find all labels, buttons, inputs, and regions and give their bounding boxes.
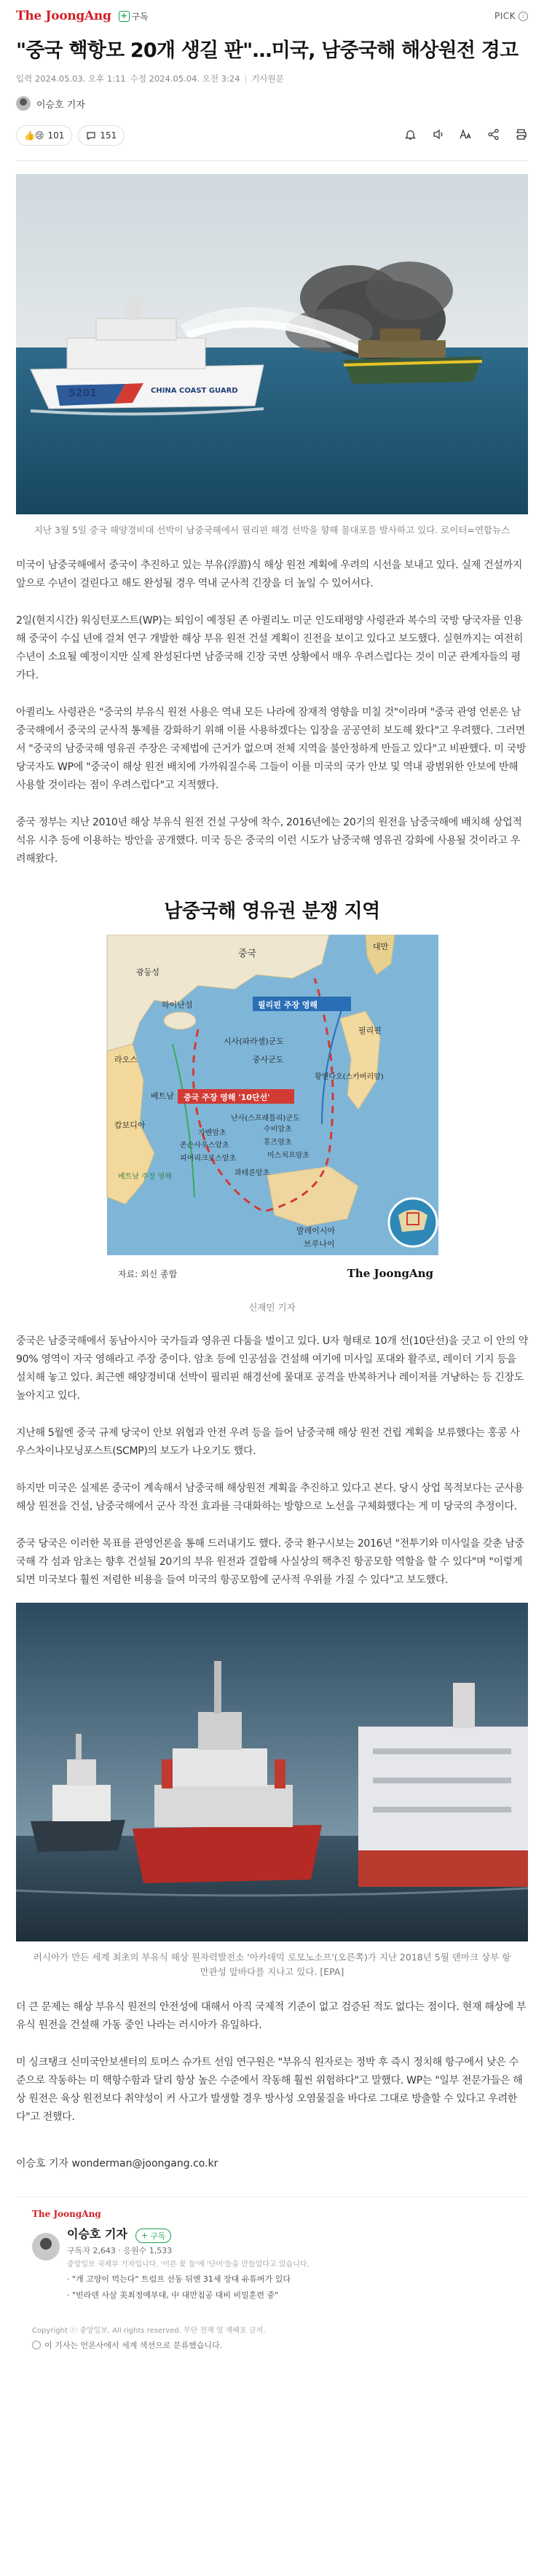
south-china-sea-map[interactable] — [16, 935, 528, 1255]
pick-badge[interactable] — [494, 11, 528, 21]
paragraph-3: 아퀼리노 사령관은 "중국의 부유식 원전 사용은 역내 모든 나라에 잠재적 영향을 미칠 것"이라며 "중국 관영 언론은 남중국해에서 중국의 군사적 통제를 강화하기 위해 이를 사용하겠다는 입장을 공공연히 보도해 왔다"고 우려했다. 그러면서 "중국의 남중국해 영유권 주장은 국제법에 근거가 없으며 전체 지역을 불안정하게 만들고 있다"고 비판했다. 미 국방 당국자도 WP에 "중국이 해상 원전 배치에 가까워질수록 그들이 이를 미국의 국가 안보 및 역내 광범위한 안보에 반해 사용할 것이라는 점이 우려스럽다"고 지적했다. — [16, 707, 527, 791]
label-china: 중국 — [238, 949, 257, 959]
reporter-card — [16, 2196, 528, 2312]
label-vietnam-claim: 베트남 주장 영해 — [118, 1173, 172, 1181]
label-scarborough: 황옌다오(스카버러암) — [315, 1073, 384, 1081]
coast-guard-photo[interactable] — [16, 174, 528, 514]
plus-icon: + — [119, 11, 130, 22]
reporter-card-avatar[interactable] — [32, 2233, 60, 2261]
paragraph-5: 중국은 남중국해에서 동남아시아 국가들과 영유권 다툼을 벌이고 있다. U자 형태로 10개 선(10단선)을 긋고 이 안의 약 90% 영역이 자국 영해라고 주장 중이다. 암초 등에 인공섬을 건설해 여기에 미사일 포대와 활주로, 레이더 기지 등을 설치해 놓고 있다. 최근엔 해양경비대 선박이 필리핀 해경선에 물대포 공격을 반복하거나 레이저를 겨냥하는 등 긴장도 높아지고 있다. — [16, 1335, 528, 1402]
reaction-count: 101 — [47, 130, 65, 141]
label-hughes: 휴즈암초 — [264, 1139, 292, 1147]
reporter-card-logo: The JoongAng — [32, 2209, 101, 2219]
dispute-map-graphic — [16, 890, 528, 1280]
paragraph-9: 더 큰 문제는 해상 부유식 원전의 안전성에 대해서 아직 국제적 기준이 없고 검증된 적도 없다는 점이다. 현재 해상에 부유식 원전을 건설해 가동 중인 나라는 러시아가 유일하다. — [16, 2001, 527, 2031]
label-fiery: 피어리크로스암초 — [180, 1155, 237, 1163]
label-taiwan: 대만 — [373, 942, 389, 951]
listen-audio-icon[interactable] — [430, 128, 445, 144]
label-taiwan-claim: 필리핀 주장 영해 — [258, 1000, 318, 1010]
subscribe-label: 구독 — [131, 11, 149, 22]
ship-number: 5201 — [68, 388, 97, 399]
section-note-text: 이 기사는 언론사에서 세계 섹션으로 분류했습니다. — [44, 2340, 223, 2350]
photo2-caption: 러시아가 만든 세계 최초의 부유식 해상 원자력발전소 '아카데믹 로모노소프'(오른쪽)가 지난 2018년 5월 덴마크 상부 항만관성 앞바다를 지나고 있다. [EPA] — [33, 1952, 511, 1977]
comment-count: 151 — [100, 130, 117, 141]
label-vietnam: 베트남 — [151, 1091, 174, 1101]
reporter-desc: 중앙일보 국제부 기자입니다. '이른 꽃 들'에 '단어'들을 만들었다고 있습니다. — [67, 2260, 310, 2269]
reporter-article-link[interactable]: · "빈라덴 사살 美최정예부대, 中 대만침공 대비 비밀훈련 중" — [67, 2290, 279, 2300]
label-malaysia: 말레이시아 — [296, 1226, 336, 1236]
label-paracel: 시사(파라셀)군도 — [224, 1037, 284, 1046]
original-link[interactable]: 기사원문 — [251, 74, 284, 84]
paragraph-1: 미국이 남중국해에서 중국이 추진하고 있는 부유(浮游)식 해상 원전 계획에 우려의 시선을 보내고 있다. 실제 건설까지 앞으로 수년이 걸린다고 해도 완성될 경우 역내 군사적 긴장을 더 높일 수 있어서다. — [16, 559, 523, 589]
article-tools — [403, 128, 528, 144]
press-logo[interactable]: The JoongAng — [16, 9, 111, 23]
label-subi: 수비암초 — [264, 1126, 292, 1134]
section-note — [32, 2339, 512, 2351]
map-brand: The JoongAng — [347, 1267, 433, 1280]
map-footer — [118, 1267, 433, 1280]
comment-button[interactable] — [78, 125, 125, 146]
modified-date: 수정 2024.05.04. 오전 3:24 — [130, 74, 240, 84]
header-divider — [16, 160, 528, 161]
paragraph-10: 미 싱크탱크 신미국안보센터의 토머스 슈가트 선임 연구원은 "부유식 원자로는 정박 후 즉시 정치해 항구에서 낮은 수준으로 작동하는 미 핵항수함과 달리 항상 높은 수준에서 작동해 훨씬 위험하다"고 말했다. WP는 "일부 전문가들은 해상 원전은 육상 원전보다 취약성이 커 사고가 발생할 경우 방사성 오염물질을 바다로 그대로 방출할 수 있다고 우려한다"고 전했다. — [16, 2057, 523, 2123]
label-philippines: 필리핀 — [358, 1026, 382, 1035]
label-laos: 라오스 — [114, 1055, 138, 1064]
print-icon[interactable] — [513, 128, 528, 144]
published-date: 입력 2024.05.03. 오후 1:11 — [16, 74, 126, 84]
label-china-claim: 중국 주장 영해 '10단선' — [184, 1093, 270, 1102]
reporter-avatar — [16, 96, 31, 111]
reporter-card-info — [67, 2225, 310, 2269]
reporter-card-row — [32, 2225, 512, 2269]
label-mischief: 미스치프암초 — [267, 1152, 310, 1160]
article-meta — [16, 73, 528, 85]
label-gaven: 가벤암초 — [198, 1129, 226, 1137]
pick-label: PICK — [494, 11, 516, 21]
article-title: "중국 핵항모 20개 생길 판"…미국, 남중국해 해상원전 경고 — [16, 39, 519, 62]
map-source: 자료: 외신 종합 — [118, 1268, 178, 1279]
label-cambodia: 캄보디아 — [114, 1120, 146, 1130]
floating-plant-photo[interactable] — [16, 1603, 528, 1941]
label-spratly: 난사(스프래틀리)군도 — [231, 1115, 300, 1123]
reporter-signature: 이승호 기자 wonderman@joongang.co.kr — [16, 2158, 218, 2169]
label-brunei: 브루나이 — [304, 1239, 335, 1249]
photo1-caption: 지난 3월 5일 중국 해양경비대 선박이 남중국해에서 필리핀 해경 선박을 향해 물대포를 발사하고 있다. 로이터=연합뉴스 — [33, 525, 511, 535]
reporter-article-link[interactable]: · "개 고양이 먹는다" 트럼프 선동 뒤엔 31세 장대 유튜버가 있다 — [67, 2274, 291, 2284]
map-credit: 신재민 기자 — [248, 1302, 296, 1313]
comment-icon — [86, 130, 96, 141]
subscribe-bell-icon[interactable] — [403, 128, 417, 144]
reaction-group — [16, 125, 125, 146]
paragraph-7: 하지만 미국은 실제론 중국이 계속해서 남중국해 해상원전 계획을 추진하고 있다고 본다. 당시 상업 목적보다는 군사용 해상 원전을 건설, 남중국해에서 군사 작전 효과를 극대화하는 방향으로 노선을 구체화했다는 게 미 당국의 추정이다. — [16, 1483, 524, 1512]
map-title: 남중국해 영유권 분쟁 지역 — [164, 900, 380, 922]
copyright: Copyright ⓒ 중앙일보. All rights reserved. 무단 전재 및 재배포 금지. — [32, 2326, 266, 2335]
emoji-reaction-icon: 👍😢 — [24, 130, 44, 141]
meta-divider: | — [244, 74, 248, 84]
reporter-name: 이승호 기자 — [36, 99, 85, 111]
paragraph-8: 중국 당국은 이러한 목표를 관영언론을 통해 드러내기도 했다. 중국 환구시보는 2016년 "전투기와 미사일을 갖춘 남중국해 각 섬과 암초는 향후 건설될 20기의 부유 원전과 결합해 사실상의 핵추진 항공모함 역할을 할 수 있다"며 "이렇게 되면 미국보다 훨씬 저렴한 비용을 들여 미국의 항공모함에 군사적 우위를 가질 수 있다"고 보도했다. — [16, 1538, 524, 1586]
reporter-subscribe-button[interactable] — [135, 2229, 171, 2243]
reaction-button[interactable] — [16, 125, 72, 146]
action-bar — [16, 121, 528, 150]
share-icon[interactable] — [486, 128, 500, 144]
byline[interactable] — [16, 96, 528, 111]
reporter-subscribe-label: 구독 — [150, 2231, 166, 2241]
subscribe-button[interactable] — [119, 10, 149, 23]
top-bar — [0, 0, 544, 32]
reporter-stats: 구독자 2,643 · 응원수 1,533 — [67, 2245, 173, 2255]
reporter-card-name[interactable]: 이승호 기자 — [67, 2227, 127, 2241]
info-icon — [32, 2341, 41, 2349]
info-icon: i — [519, 12, 528, 21]
label-zhongsha: 중사군도 — [253, 1055, 284, 1064]
label-guangdong: 광둥성 — [136, 967, 159, 977]
label-hainan: 하이난섬 — [162, 1000, 193, 1010]
plus-icon: + — [141, 2231, 149, 2240]
paragraph-2: 2일(현지시간) 워싱턴포스트(WP)는 퇴임이 예정된 존 아퀼리노 미군 인도태평양 사령관과 복수의 국방 당국자를 인용해 중국이 수십 년에 걸쳐 연구 개발한 해상 부유 원전 건설 계획이 진전을 보이고 있다고 보도했다. 실현까지는 여전히 수년이 소요될 예정이지만 실제 완성된다면 남중국해 긴장 국면 상황에서 매우 우려스럽다는 것이 미군 관계자들의 평가다. — [16, 615, 524, 681]
text-size-icon[interactable] — [458, 128, 473, 144]
paragraph-4: 중국 정부는 지난 2010년 해상 부유식 원전 건설 구상에 착수, 2016년에는 20기의 원전을 남중국해에 배치해 상업적 석유 시추 등에 이용하는 방안을 공개했다. 미국 등은 중국의 이런 시도가 남중국해 영유권 강화에 사용될 것이라고 우려해왔다. — [16, 817, 522, 865]
label-johnson: 존슨사우스암초 — [180, 1142, 229, 1150]
label-cuarteron: 콰테론암초 — [234, 1169, 270, 1177]
logo-wrap — [16, 9, 149, 23]
ship-text: CHINA COAST GUARD — [151, 387, 238, 395]
paragraph-6: 지난해 5월엔 중국 규제 당국이 안보 위협과 안전 우려 등을 들어 남중국해 해상 원전 건립 계획을 보류했다는 홍콩 사우스차이나모닝포스트(SCMP)의 보도가 나오기도 했다. — [16, 1427, 520, 1457]
